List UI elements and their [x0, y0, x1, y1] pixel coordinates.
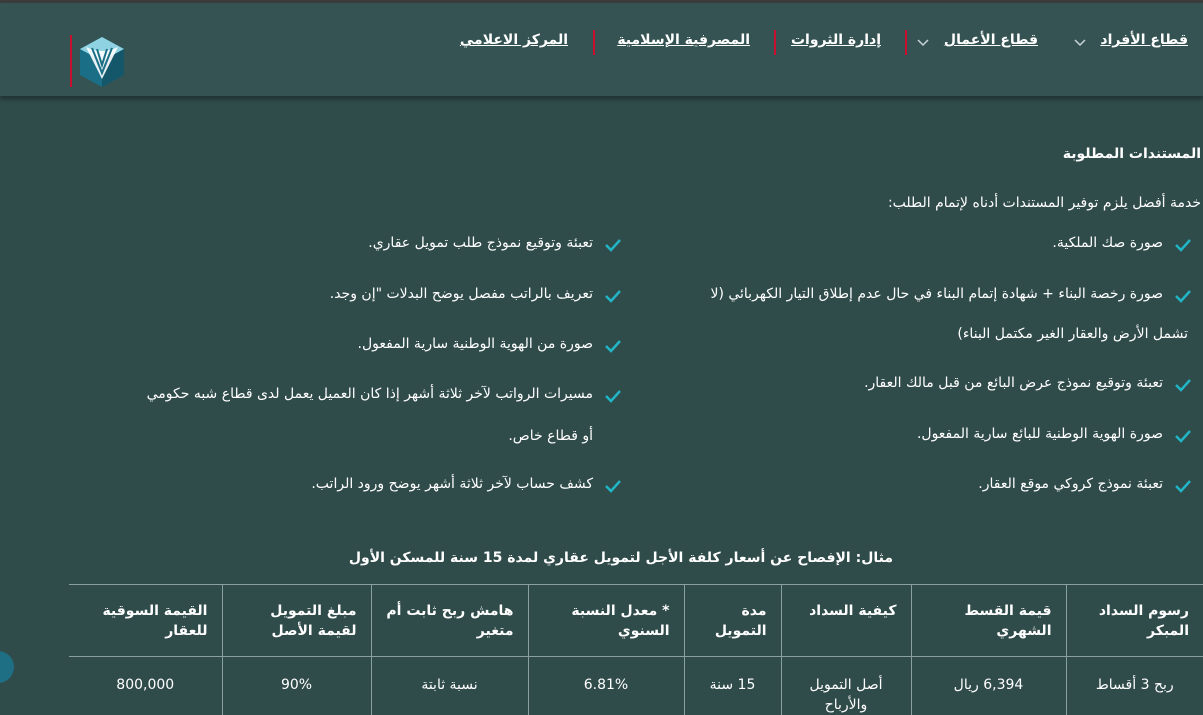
nav-personal[interactable]: قطاع الأفراد [1100, 32, 1188, 48]
cell-monthly-installment: 6,394 ريال [911, 657, 1066, 715]
check-icon [1175, 289, 1191, 303]
documents-title: المستندات المطلوبة [1063, 146, 1201, 162]
header-ltv: مبلغ التمويل لقيمة الأصل [222, 585, 371, 657]
check-icon [605, 289, 621, 303]
check-icon [605, 479, 621, 493]
nav-wealth[interactable]: إدارة الثروات [791, 32, 881, 48]
doc-item-deed: صورة صك الملكية. [1052, 235, 1163, 251]
check-icon [605, 238, 621, 252]
check-icon [605, 389, 621, 403]
header-market-value: القيمة السوقية للعقار [69, 585, 222, 657]
nav-divider [774, 30, 776, 55]
header-finance-term: مدة التمويل [684, 585, 781, 657]
doc-item-building-permit-cont: تشمل الأرض والعقار الغير مكتمل البناء) [957, 326, 1188, 342]
doc-item-national-id: صورة من الهوية الوطنية سارية المفعول. [358, 336, 593, 352]
chevron-down-icon[interactable] [916, 36, 930, 50]
header-monthly-installment: قيمة القسط الشهري [911, 585, 1066, 657]
chevron-down-icon[interactable] [1073, 36, 1087, 50]
header-bar [0, 3, 1203, 96]
costs-table-title: مثال: الإفصاح عن أسعار كلفة الأجل لتمويل عقاري لمدة 15 سنة للمسكن الأول [349, 550, 893, 566]
cell-market-value: 800,000 [69, 657, 222, 715]
doc-item-sketch: تعبئة نموذج كروكي موقع العقار. [978, 476, 1163, 492]
header-apr: * معدل النسبة السنوي [528, 585, 684, 657]
check-icon [1175, 378, 1191, 392]
header-repayment-method: كيفية السداد [781, 585, 911, 657]
header-early-repayment-fees: رسوم السداد المبكر [1066, 585, 1203, 657]
cell-repayment-method: أصل التمويل والأرباح [781, 657, 911, 715]
doc-item-bank-statement: كشف حساب لآخر ثلاثة أشهر يوضح ورود الراتب. [311, 476, 593, 492]
doc-item-payslips: مسيرات الرواتب لآخر ثلاثة أشهر إذا كان العميل يعمل لدى قطاع شبه حكومي [147, 386, 593, 402]
documents-intro: خدمة أفضل يلزم توفير المستندات أدناه لإتمام الطلب: [888, 195, 1201, 211]
header-margin-type: هامش ربح ثابت أم متغير [371, 585, 528, 657]
table-header-row [69, 585, 1203, 657]
chat-widget-button[interactable] [0, 651, 14, 683]
check-icon [1175, 429, 1191, 443]
check-icon [1175, 238, 1191, 252]
nav-islamic-banking[interactable]: المصرفية الإسلامية [617, 32, 750, 48]
doc-item-payslips-cont: أو قطاع خاص. [508, 428, 593, 444]
check-icon [605, 339, 621, 353]
nav-divider [593, 30, 595, 55]
cell-margin-type: نسبة ثابتة [371, 657, 528, 715]
table-row [69, 657, 1203, 715]
cell-finance-term: 15 سنة [684, 657, 781, 715]
cell-ltv: 90% [222, 657, 371, 715]
doc-item-building-permit: صورة رخصة البناء + شهادة إتمام البناء في حال عدم إطلاق التيار الكهربائي (لا [710, 286, 1163, 302]
nav-divider [905, 30, 907, 55]
nav-media-center[interactable]: المركز الاعلامي [460, 32, 568, 48]
doc-item-seller-offer: تعبئة وتوقيع نموذج عرض البائع من قبل مالك العقار. [864, 375, 1163, 391]
nav-business[interactable]: قطاع الأعمال [944, 32, 1038, 48]
bank-logo-icon[interactable] [78, 35, 126, 89]
doc-item-finance-form: تعبئة وتوقيع نموذج طلب تمويل عقاري. [368, 235, 593, 251]
costs-table [69, 584, 1203, 715]
doc-item-salary-letter: تعريف بالراتب مفصل يوضح البدلات "إن وجد. [330, 286, 593, 302]
check-icon [1175, 479, 1191, 493]
doc-item-seller-id: صورة الهوية الوطنية للبائع سارية المفعول. [917, 426, 1163, 442]
logo-divider [70, 35, 72, 87]
cell-apr: 6.81% [528, 657, 684, 715]
cell-early-repayment-fees: ربح 3 أقساط [1066, 657, 1203, 715]
